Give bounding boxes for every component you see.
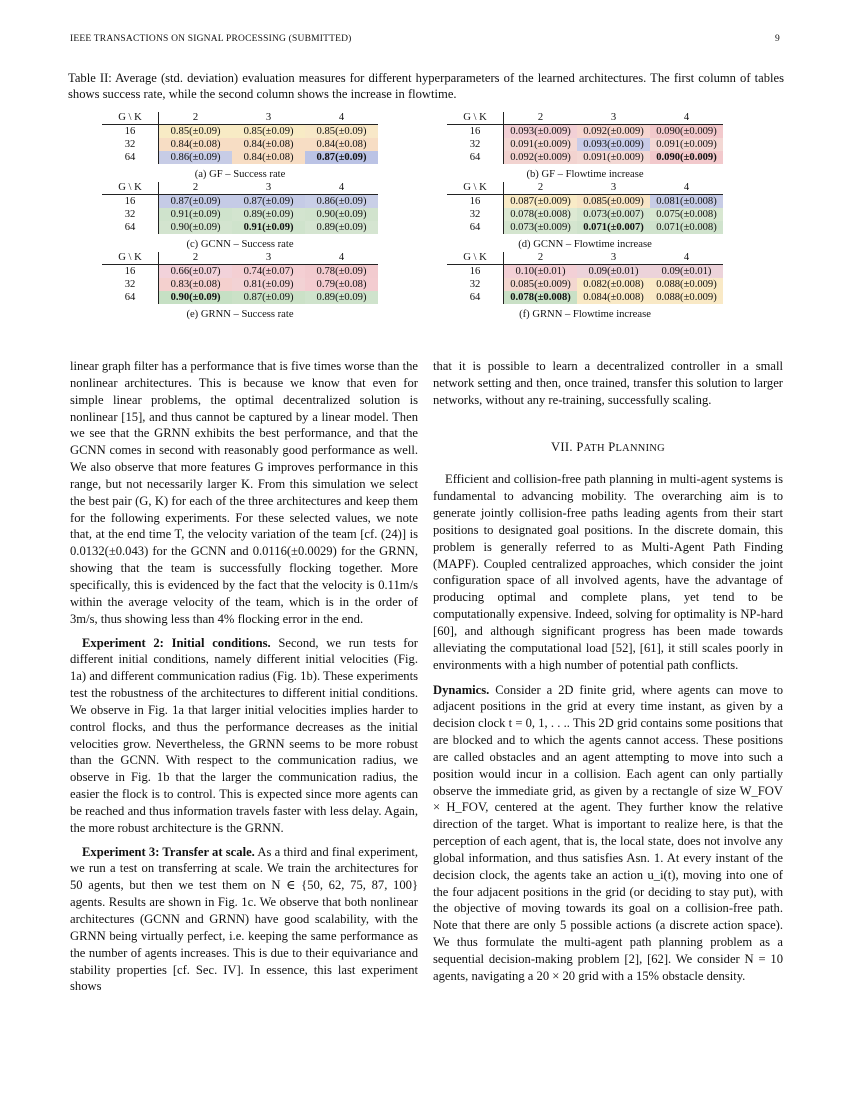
paragraph <box>433 682 783 985</box>
column-header: 4 <box>305 112 378 125</box>
paragraph: that it is possible to learn a decentralized controller in a small network setting and then, once trained, transfer this solution to larger networks, without any re-training, successfully scaling. <box>433 359 783 407</box>
table-row <box>447 221 723 234</box>
column-header: 3 <box>232 252 305 265</box>
table-cell: 0.90(±0.09) <box>159 221 233 234</box>
row-header: 16 <box>102 195 159 209</box>
table-cell: 0.84(±0.08) <box>232 151 305 164</box>
table-cell: 0.092(±0.009) <box>504 151 578 164</box>
table-row <box>102 208 378 221</box>
subtable-f <box>447 252 747 320</box>
table-cell: 0.092(±0.009) <box>577 125 650 139</box>
run-in-heading: Experiment 3: Transfer at scale. <box>82 844 255 859</box>
table-row <box>102 221 378 234</box>
table-cell: 0.74(±0.07) <box>232 265 305 279</box>
table-corner-header: G \ K <box>447 252 504 265</box>
table-cell: 0.078(±0.008) <box>504 208 578 221</box>
subtable-b <box>447 112 747 180</box>
column-header: 2 <box>159 182 233 195</box>
row-header: 64 <box>102 151 159 164</box>
table-cell: 0.87(±0.09) <box>305 151 378 164</box>
table-cell: 0.79(±0.08) <box>305 278 378 291</box>
column-header: 4 <box>305 182 378 195</box>
page-header <box>70 34 780 48</box>
table-cell: 0.09(±0.01) <box>650 265 723 279</box>
row-header: 64 <box>447 221 504 234</box>
table-row <box>447 151 723 164</box>
column-header: 3 <box>232 112 305 125</box>
results-table <box>102 112 378 164</box>
row-header: 32 <box>102 208 159 221</box>
table-cell: 0.89(±0.09) <box>305 221 378 234</box>
subtable-caption: (e) GRNN – Success rate <box>186 309 294 320</box>
table-row <box>102 265 378 279</box>
table-cell: 0.89(±0.09) <box>305 291 378 304</box>
table-cell: 0.85(±0.09) <box>305 125 378 139</box>
table-corner-header: G \ K <box>102 252 159 265</box>
row-header: 16 <box>447 265 504 279</box>
subtable-caption: (d) GCNN – Flowtime increase <box>518 239 652 250</box>
table-cell: 0.071(±0.008) <box>650 221 723 234</box>
row-header: 64 <box>102 291 159 304</box>
row-header: 64 <box>447 151 504 164</box>
table-row <box>447 138 723 151</box>
table-cell: 0.85(±0.09) <box>159 125 233 139</box>
table-corner-header: G \ K <box>447 112 504 125</box>
results-table <box>102 252 378 304</box>
table-cell: 0.87(±0.09) <box>232 195 305 209</box>
subtable-a <box>102 112 402 180</box>
table-cell: 0.093(±0.009) <box>504 125 578 139</box>
paragraph <box>70 844 418 996</box>
table-cell: 0.09(±0.01) <box>577 265 650 279</box>
table-cell: 0.075(±0.008) <box>650 208 723 221</box>
table-cell: 0.84(±0.08) <box>159 138 233 151</box>
table-row <box>102 151 378 164</box>
row-header: 32 <box>447 278 504 291</box>
table-cell: 0.088(±0.009) <box>650 278 723 291</box>
table-cell: 0.078(±0.008) <box>504 291 578 304</box>
table-cell: 0.84(±0.08) <box>305 138 378 151</box>
row-header: 32 <box>102 138 159 151</box>
row-header: 16 <box>447 125 504 139</box>
section-number: VII. <box>551 439 573 454</box>
table-cell: 0.85(±0.09) <box>232 125 305 139</box>
table-cell: 0.91(±0.09) <box>159 208 233 221</box>
subtable-c <box>102 182 402 250</box>
table-cell: 0.91(±0.09) <box>232 221 305 234</box>
table-cell: 0.091(±0.009) <box>650 138 723 151</box>
subtable-caption: (c) GCNN – Success rate <box>186 239 294 250</box>
column-header: 3 <box>577 252 650 265</box>
table-cell: 0.83(±0.08) <box>159 278 233 291</box>
column-header: 3 <box>577 182 650 195</box>
table-cell: 0.071(±0.007) <box>577 221 650 234</box>
column-header: 2 <box>504 182 578 195</box>
table-cell: 0.073(±0.009) <box>504 221 578 234</box>
column-header: 4 <box>650 252 723 265</box>
run-in-heading: Experiment 2: Initial conditions. <box>82 635 271 650</box>
row-header: 32 <box>447 138 504 151</box>
table-row <box>447 278 723 291</box>
table-cell: 0.90(±0.09) <box>159 291 233 304</box>
table-cell: 0.082(±0.008) <box>577 278 650 291</box>
subtable-e <box>102 252 402 320</box>
table-cell: 0.10(±0.01) <box>504 265 578 279</box>
table-cell: 0.081(±0.008) <box>650 195 723 209</box>
table-cell: 0.091(±0.009) <box>504 138 578 151</box>
section-title: P <box>608 439 616 454</box>
paragraph-body: Consider a 2D finite grid, where agents can move to adjacent positions in the grid at every time instant, as given by a decision clock t = 0, 1, . . .. This 2D grid contains some positions that are blocked and to which the agents cannot access. These positions are called obstacles and an agent attempting to move into such a position would incur in a collision. Each agent can only partially observe the immediate grid, as given by a rectangle of size W_FOV × H_FOV, centered at the agent. They further know the relative direction of the target. What is important to realize here, is that the perception of each agent, that is, the local state, does not involve any global information, and thus satisfies Asn. 1. At every instant of the decision clock, the agents take an action u_i(t), moving into one of the four adjacent positions in the grid (or deciding to stay put), with the objective of moving towards its goal on a collision-free path. Note that there are only 5 possible actions (a discrete action space). We thus formulate the multi-agent path planning problem as a sequential decision-making problem [2], [62]. We consider N = 10 agents, navigating a 20 × 20 grid with a 15% obstacle density. <box>433 682 783 983</box>
table-row <box>102 278 378 291</box>
table-cell: 0.088(±0.009) <box>650 291 723 304</box>
results-table <box>447 252 723 304</box>
table-row <box>447 208 723 221</box>
paragraph-body: Second, we run tests for different initial conditions, namely different initial velocities (Fig. 1a) and different communication radius (Fig. 1b). These experiments test the robustness of the architectures to different initial conditions. We observe in Fig. 1a that larger initial velocities implies harder to control flocks, and thus the performance decreases as the initial velocities grow. Nevertheless, the GRNN seems to be more robust than the GCNN. With respect to the communication radius, we observe in Fig. 1b that the larger the communication radius, the easier the flock is to control. This is expected since more agents can be reached and thus information travels faster with less delay. Again, the more robust architecture is the GRNN. <box>70 635 418 835</box>
table-cell: 0.81(±0.09) <box>232 278 305 291</box>
left-column <box>70 358 418 995</box>
row-header: 64 <box>102 221 159 234</box>
table-cell: 0.84(±0.08) <box>232 138 305 151</box>
column-header: 3 <box>577 112 650 125</box>
column-header: 3 <box>232 182 305 195</box>
subtable-d <box>447 182 747 250</box>
table-cell: 0.085(±0.009) <box>504 278 578 291</box>
table-cell: 0.087(±0.009) <box>504 195 578 209</box>
table-cell: 0.90(±0.09) <box>305 208 378 221</box>
table-corner-header: G \ K <box>447 182 504 195</box>
row-header: 32 <box>102 278 159 291</box>
table-cell: 0.084(±0.008) <box>577 291 650 304</box>
table-corner-header: G \ K <box>102 182 159 195</box>
paragraph: linear graph filter has a performance that is five times worse than the nonlinear architectures. This is because we know that even for simple linear problems, the optimal decentralized solution is nonlinear [15], and thus cannot be captured by a linear model. Then we see that the GRNN exhibits the best performance, and that the GCNN comes in second with reasonably good performance as well. We also observe that more features G improves performance in this range, but not necessarily larger K. From this simulation we select the best pair (G, K) for each of the three architectures and keep them for the following experiments. For these selected values, we note that, at the end time T, the velocity variation of the team [cf. (24)] is 0.0132(±0.043) for the GCNN and 0.0116(±0.0029) for the GRNN, showing that the team is successfully flocking together. More specifically, this is evidenced by the fact that the velocity is 0.11m/s within the average velocity of the team, which is in the order of 3m/s, thus showing less than 4% flocking error in the end. <box>70 359 418 626</box>
table-cell: 0.86(±0.09) <box>305 195 378 209</box>
column-header: 4 <box>650 112 723 125</box>
paragraph: Efficient and collision-free path planning in multi-agent systems is fundamental to advancing mobility. The overarching aim is to generate jointly collision-free paths leading agents from their start positions to designated goal positions. In the discrete domain, this problem is generally referred to as Multi-Agent Path Finding (MAPF). Coupled centralized approaches, which consider the joint configuration space of all involved agents, have the advantage of producing optimal and complete plans, yet tend to be computationally expensive. Indeed, solving for optimality is NP-hard [60], and although significant progress has been made towards alleviating the computational load [52], [61], it still scales poorly in environments with a high number of potential path conflicts. <box>433 472 783 672</box>
row-header: 32 <box>447 208 504 221</box>
paragraph <box>70 635 418 837</box>
results-table <box>447 182 723 234</box>
column-header: 2 <box>504 112 578 125</box>
table-cell: 0.090(±0.009) <box>650 125 723 139</box>
table-cell: 0.78(±0.09) <box>305 265 378 279</box>
table-row <box>102 138 378 151</box>
column-header: 2 <box>504 252 578 265</box>
table-row <box>102 125 378 139</box>
table-cell: 0.86(±0.09) <box>159 151 233 164</box>
table-row <box>447 291 723 304</box>
table-row <box>447 195 723 209</box>
table-caption: Table II: Average (std. deviation) evaluation measures for different hyperparameters of the learned architectures. The first column of tables shows success rate, while the second column shows the increase in flowtime. <box>68 71 784 101</box>
table-cell: 0.073(±0.007) <box>577 208 650 221</box>
table-cell: 0.66(±0.07) <box>159 265 233 279</box>
subtable-caption: (b) GF – Flowtime increase <box>526 169 644 180</box>
running-head: IEEE TRANSACTIONS ON SIGNAL PROCESSING (SUBMITTED) <box>70 34 352 44</box>
table-row <box>447 125 723 139</box>
table-cell: 0.093(±0.009) <box>577 138 650 151</box>
row-header: 16 <box>447 195 504 209</box>
table-corner-header: G \ K <box>102 112 159 125</box>
page-number: 9 <box>775 34 780 44</box>
table-cell: 0.085(±0.009) <box>577 195 650 209</box>
table-cell: 0.091(±0.009) <box>577 151 650 164</box>
results-table <box>447 112 723 164</box>
table-row <box>102 195 378 209</box>
table-cell: 0.090(±0.009) <box>650 151 723 164</box>
column-header: 2 <box>159 252 233 265</box>
table-cell: 0.87(±0.09) <box>159 195 233 209</box>
section-title: ATH <box>583 442 605 454</box>
results-table <box>102 182 378 234</box>
table-row <box>102 291 378 304</box>
row-header: 16 <box>102 125 159 139</box>
table-row <box>447 265 723 279</box>
section-title: P <box>576 439 584 454</box>
section-title: LANNING <box>615 442 665 454</box>
section-heading <box>433 439 783 458</box>
paragraph-body: As a third and final experiment, we run a test on transferring at scale. We train the architectures for 50 agents, but then we test them on N ∈ {50, 62, 75, 87, 100} agents. Results are shown in Fig. 1c. We observe that both nonlinear architectures (GCNN and GRNN) have good scalability, with the GRNN being virtually perfect, i.e. keeping the same performance as the number of agents increases. This is due to their equivariance and stability properties [cf. Sec. IV]. In essence, this last experiment shows <box>70 844 418 994</box>
row-header: 64 <box>447 291 504 304</box>
table-cell: 0.89(±0.09) <box>232 208 305 221</box>
table-cell: 0.87(±0.09) <box>232 291 305 304</box>
right-column <box>433 358 783 985</box>
run-in-heading: Dynamics. <box>433 682 490 697</box>
subtable-caption: (a) GF – Success rate <box>194 169 286 180</box>
row-header: 16 <box>102 265 159 279</box>
column-header: 4 <box>650 182 723 195</box>
subtable-caption: (f) GRNN – Flowtime increase <box>519 309 651 320</box>
column-header: 2 <box>159 112 233 125</box>
column-header: 4 <box>305 252 378 265</box>
